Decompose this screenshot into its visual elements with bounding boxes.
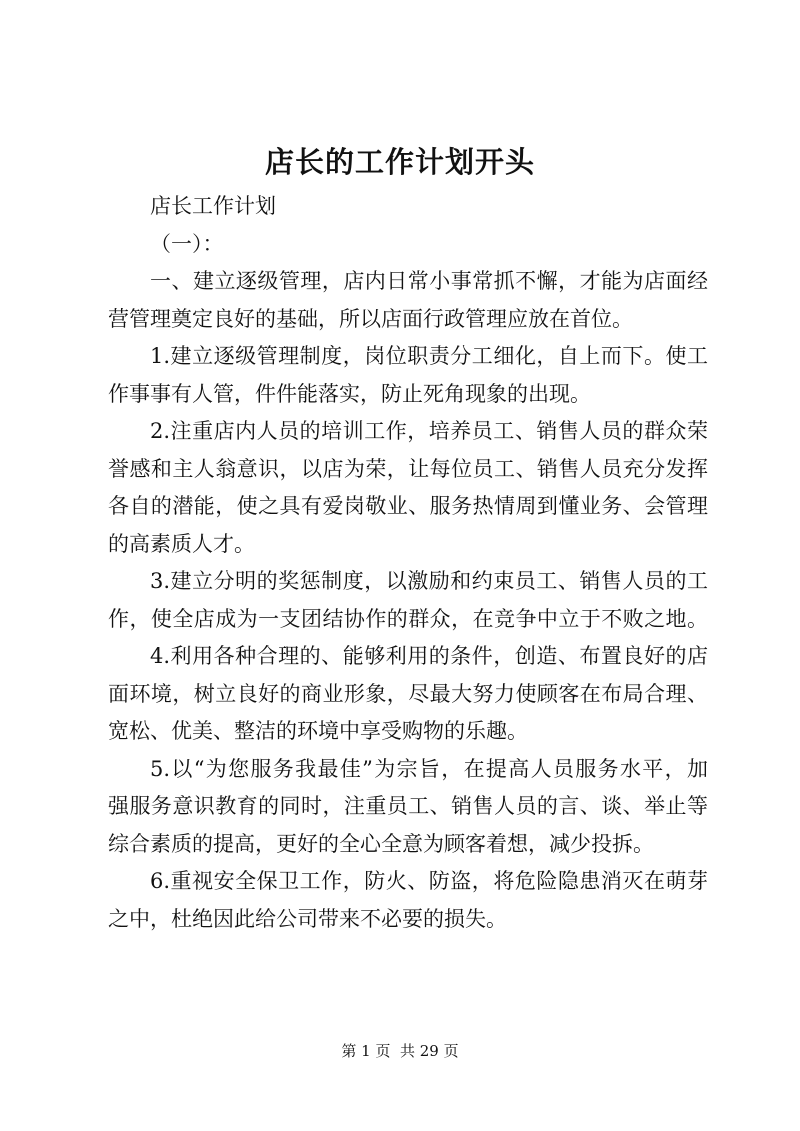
document-body <box>108 188 708 938</box>
paragraph-line: 综合素质的提高，更好的全心全意为顾客着想，减少投拆。 <box>108 831 654 856</box>
subtitle: 店长工作计划 <box>150 194 276 218</box>
paragraph-line: 面环境，树立良好的商业形象，尽最大努力使顾客在布局合理、 <box>108 681 708 706</box>
document-title: 店长的工作计划开头 <box>264 145 535 179</box>
paragraph-line: 各自的潜能，使之具有爱岗敬业、服务热情周到懂业务、会管理 <box>108 494 708 518</box>
paragraph-line: 一、建立逐级管理，店内日常小事常抓不懈，才能为店面经 <box>150 269 708 293</box>
paragraph-line: 宽松、优美、整洁的环境中享受购物的乐趣。 <box>108 719 528 743</box>
paragraph-line: 1.建立逐级管理制度，岗位职责分工细化，自上而下。使工 <box>150 344 708 368</box>
paragraph-line: 3.建立分明的奖惩制度，以激励和约束员工、销售人员的工 <box>150 569 708 593</box>
paragraph-line: 作事事有人管，件件能落实，防止死角现象的出现。 <box>108 381 591 406</box>
paragraph <box>108 563 708 638</box>
paragraph <box>108 751 708 864</box>
paragraph-line: 作，使全店成为一支团结协作的群众，在竞争中立于不败之地。 <box>108 606 708 631</box>
paragraph <box>108 863 708 938</box>
page-footer: 第 1 页 共 29 页 <box>341 1042 459 1060</box>
paragraph-line: 6.重视安全保卫工作，防火、防盗，将危险隐患消灭在萌芽 <box>150 869 708 893</box>
paragraph-line: 5.以“为您服务我最佳”为宗旨，在提高人员服务水平，加 <box>150 756 708 781</box>
paragraph <box>108 338 708 413</box>
paragraph-line: 誉感和主人翁意识，以店为荣，让每位员工、销售人员充分发挥 <box>108 456 708 481</box>
section-label: （一）： <box>150 231 224 256</box>
paragraph <box>108 263 708 338</box>
paragraph-line: 4.利用各种合理的、能够利用的条件，创造、布置良好的店 <box>150 644 708 668</box>
paragraph-line: 营管理奠定良好的基础，所以店面行政管理应放在首位。 <box>108 306 633 331</box>
paragraph <box>108 413 708 563</box>
paragraph-line: 强服务意识教育的同时，注重员工、销售人员的言、谈、举止等 <box>108 794 708 818</box>
paragraph-line: 之中，杜绝因此给公司带来不必要的损失。 <box>108 906 507 931</box>
paragraph-line: 2.注重店内人员的培训工作，培养员工、销售人员的群众荣 <box>150 419 708 443</box>
paragraph <box>108 638 708 751</box>
paragraph-line: 的高素质人才。 <box>108 531 255 556</box>
